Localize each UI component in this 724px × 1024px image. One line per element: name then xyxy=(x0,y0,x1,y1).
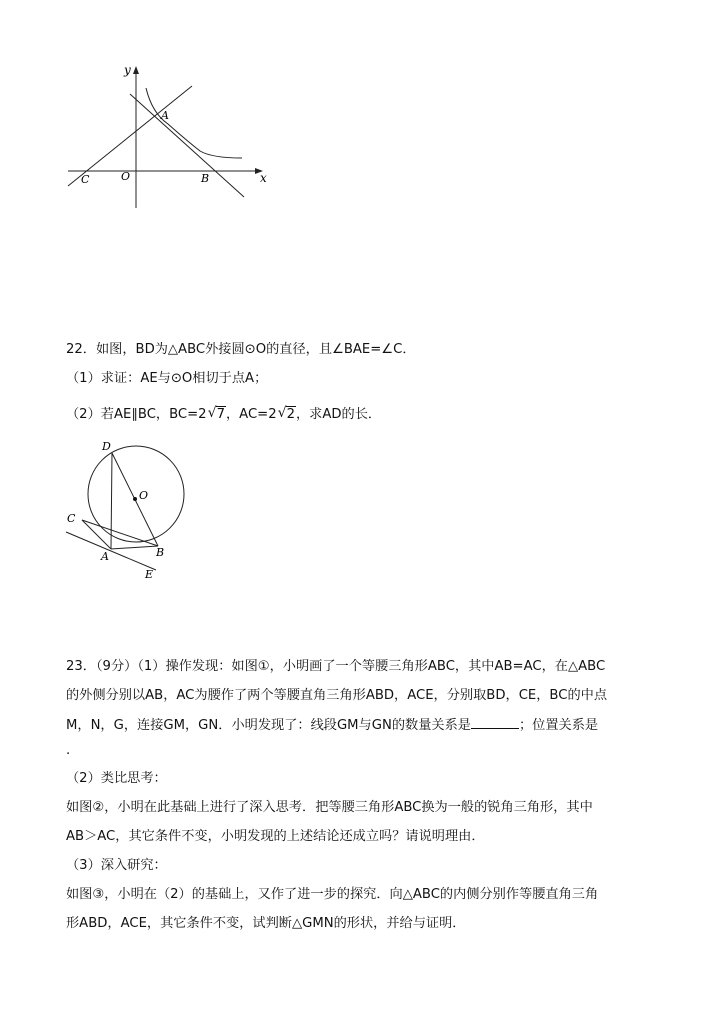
q23-line3-text-a: M，N，G，连接GM，GN．小明发现了：线段GM与GN的数量关系是 xyxy=(66,718,471,733)
q23-part2-line2: AB＞AC，其它条件不变，小明发现的上述结论还成立吗？请说明理由． xyxy=(66,829,485,844)
segment-AB xyxy=(111,546,158,549)
q23-part2-line1: 如图②，小明在此基础上进行了深入思考．把等腰三角形ABC换为一般的锐角三角形，其中 xyxy=(66,800,593,815)
label-E: E xyxy=(145,568,154,581)
q23-part2-title: （2）类比思考： xyxy=(66,771,167,786)
label-y: y xyxy=(124,63,131,77)
label-B: B xyxy=(156,546,165,559)
hyperbola-curve xyxy=(146,88,242,158)
q23-part3-line1: 如图③，小明在（2）的基础上，又作了进一步的探究．向△ABC的内侧分别作等腰直角三角 xyxy=(66,887,599,902)
circle-O xyxy=(88,446,184,542)
label-C: C xyxy=(81,173,90,186)
label-D: D xyxy=(102,440,111,453)
segment-DA xyxy=(111,453,112,549)
y-axis-arrow-icon xyxy=(133,66,139,74)
label-x: x xyxy=(260,171,267,185)
q23-line3 xyxy=(66,716,658,735)
q22-part2-text-c: ，求AD的长． xyxy=(295,407,382,422)
label-O: O xyxy=(139,489,149,502)
q23-part3-title: （3）深入研究： xyxy=(66,858,167,873)
center-dot xyxy=(133,497,137,501)
circle-figure xyxy=(60,436,200,586)
label-A: A xyxy=(161,109,169,122)
q23-part3-line2: 形ABD，ACE，其它条件不变，试判断△GMN的形状，并给与证明． xyxy=(66,916,466,931)
q22-stem: 22．如图，BD为△ABC外接圆⊙O的直径，且∠BAE=∠C． xyxy=(66,342,416,357)
q22-part1: （1）求证：AE与⊙O相切于点A； xyxy=(66,371,268,386)
label-A: A xyxy=(101,550,109,563)
q22-part2 xyxy=(66,406,381,424)
q22-part2-text-b: ，AC=2 xyxy=(225,407,277,422)
coordinate-figure xyxy=(60,58,280,218)
sqrt-7: √ 7 xyxy=(207,405,225,422)
label-O: O xyxy=(121,170,131,183)
q23-line2: 的外侧分别以AB，AC为腰作了两个等腰直角三角形ABD，ACE，分别取BD，CE，BC的中点 xyxy=(66,688,608,703)
label-B: B xyxy=(201,172,210,185)
q23-line3-text-b: ；位置关系是 xyxy=(518,718,599,733)
line-AB xyxy=(130,94,244,197)
q23-line4: . xyxy=(66,743,71,758)
q23-line1: 23．（9分）（1）操作发现：如图①，小明画了一个等腰三角形ABC，其中AB=AC，在△ABC xyxy=(66,659,606,674)
answer-blank[interactable] xyxy=(471,716,519,729)
q22-part2-text-a: （2）若AE∥BC，BC=2 xyxy=(66,407,207,422)
label-C: C xyxy=(67,512,76,525)
sqrt-2: √ 2 xyxy=(277,405,295,422)
